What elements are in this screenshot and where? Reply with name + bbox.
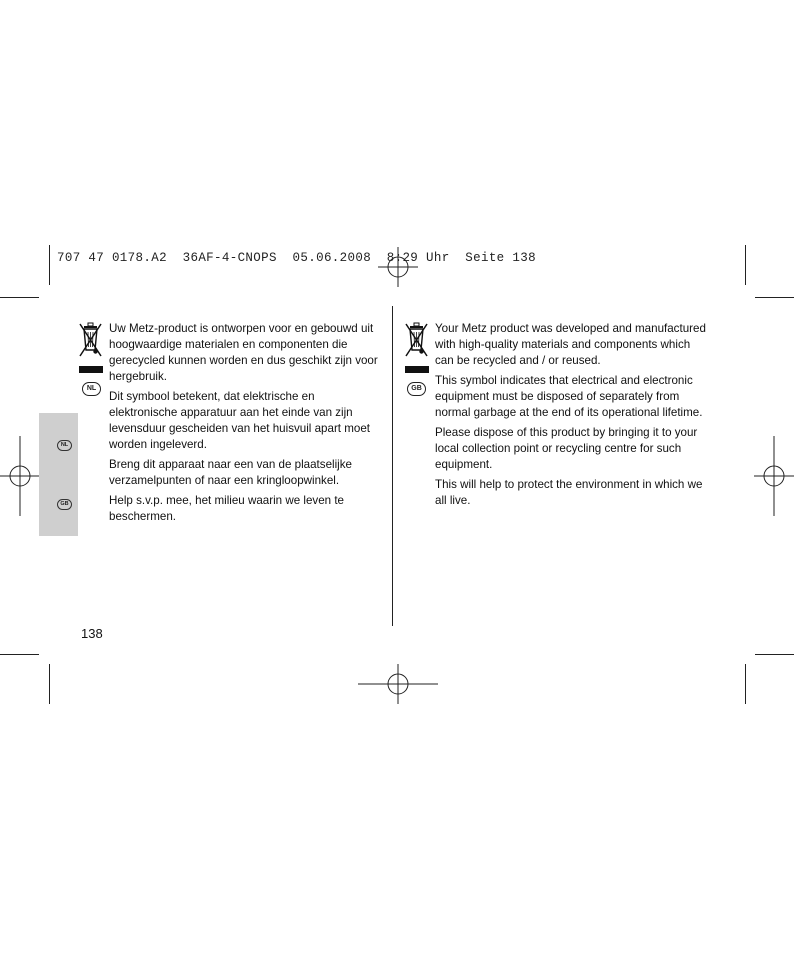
print-slug-header: 707 47 0178.A2 36AF-4-CNOPS 05.06.2008 8:29 Uhr Seite 138 [57, 251, 536, 265]
right-column-text [435, 321, 707, 513]
crop-mark-top-right-horizontal [755, 297, 794, 298]
language-badge-nl: NL [82, 382, 101, 396]
crop-mark-bottom-left-vertical [49, 664, 50, 704]
side-tab-badge-gb: GB [57, 499, 72, 510]
crop-mark-bottom-right-horizontal [755, 654, 794, 655]
crossed-out-wheelie-bin-icon [79, 320, 103, 358]
crop-mark-top-left-horizontal [0, 297, 39, 298]
side-tab-badge-nl: NL [57, 440, 72, 451]
language-side-tab [39, 413, 78, 536]
registration-mark-icon [358, 664, 438, 704]
paragraph: This will help to protect the environment in which we all live. [435, 478, 703, 507]
registration-mark-icon [754, 436, 794, 516]
crop-mark-top-left-vertical [49, 245, 50, 285]
paragraph: Dit symbool betekent, dat elektrische en elektronische apparatuur aan het einde van zijn levensduur gescheiden van het huisvuil apart moet worden ingeleverd. [109, 390, 371, 451]
registration-mark-icon [0, 436, 40, 516]
column-divider [392, 306, 393, 626]
crop-mark-top-right-vertical [745, 245, 746, 285]
crop-mark-bottom-right-vertical [745, 664, 746, 704]
crop-mark-bottom-left-horizontal [0, 654, 39, 655]
paragraph: Please dispose of this product by bringing it to your local collection point or recycling centre for such equipment. [435, 426, 698, 471]
weee-bar-marker [79, 366, 103, 373]
language-badge-gb: GB [407, 382, 426, 396]
paragraph: Uw Metz-product is ontworpen voor en gebouwd uit hoogwaardige materialen en componenten die gerecycled kunnen worden en dus geschikt zijn voor hergebruik. [109, 322, 378, 383]
paragraph: This symbol indicates that electrical and electronic equipment must be disposed of separately from normal garbage at the end of its operational lifetime. [435, 374, 703, 419]
weee-bar-marker [405, 366, 429, 373]
crossed-out-wheelie-bin-icon [405, 320, 429, 358]
paragraph: Your Metz product was developed and manufactured with high-quality materials and components which can be recycled and / or reused. [435, 322, 706, 367]
left-column-text [109, 321, 379, 529]
paragraph: Breng dit apparaat naar een van de plaatselijke verzamelpunten of naar een kringloopwinkel. [109, 458, 352, 487]
paragraph: Help s.v.p. mee, het milieu waarin we leven te beschermen. [109, 494, 344, 523]
page-number: 138 [81, 626, 103, 641]
